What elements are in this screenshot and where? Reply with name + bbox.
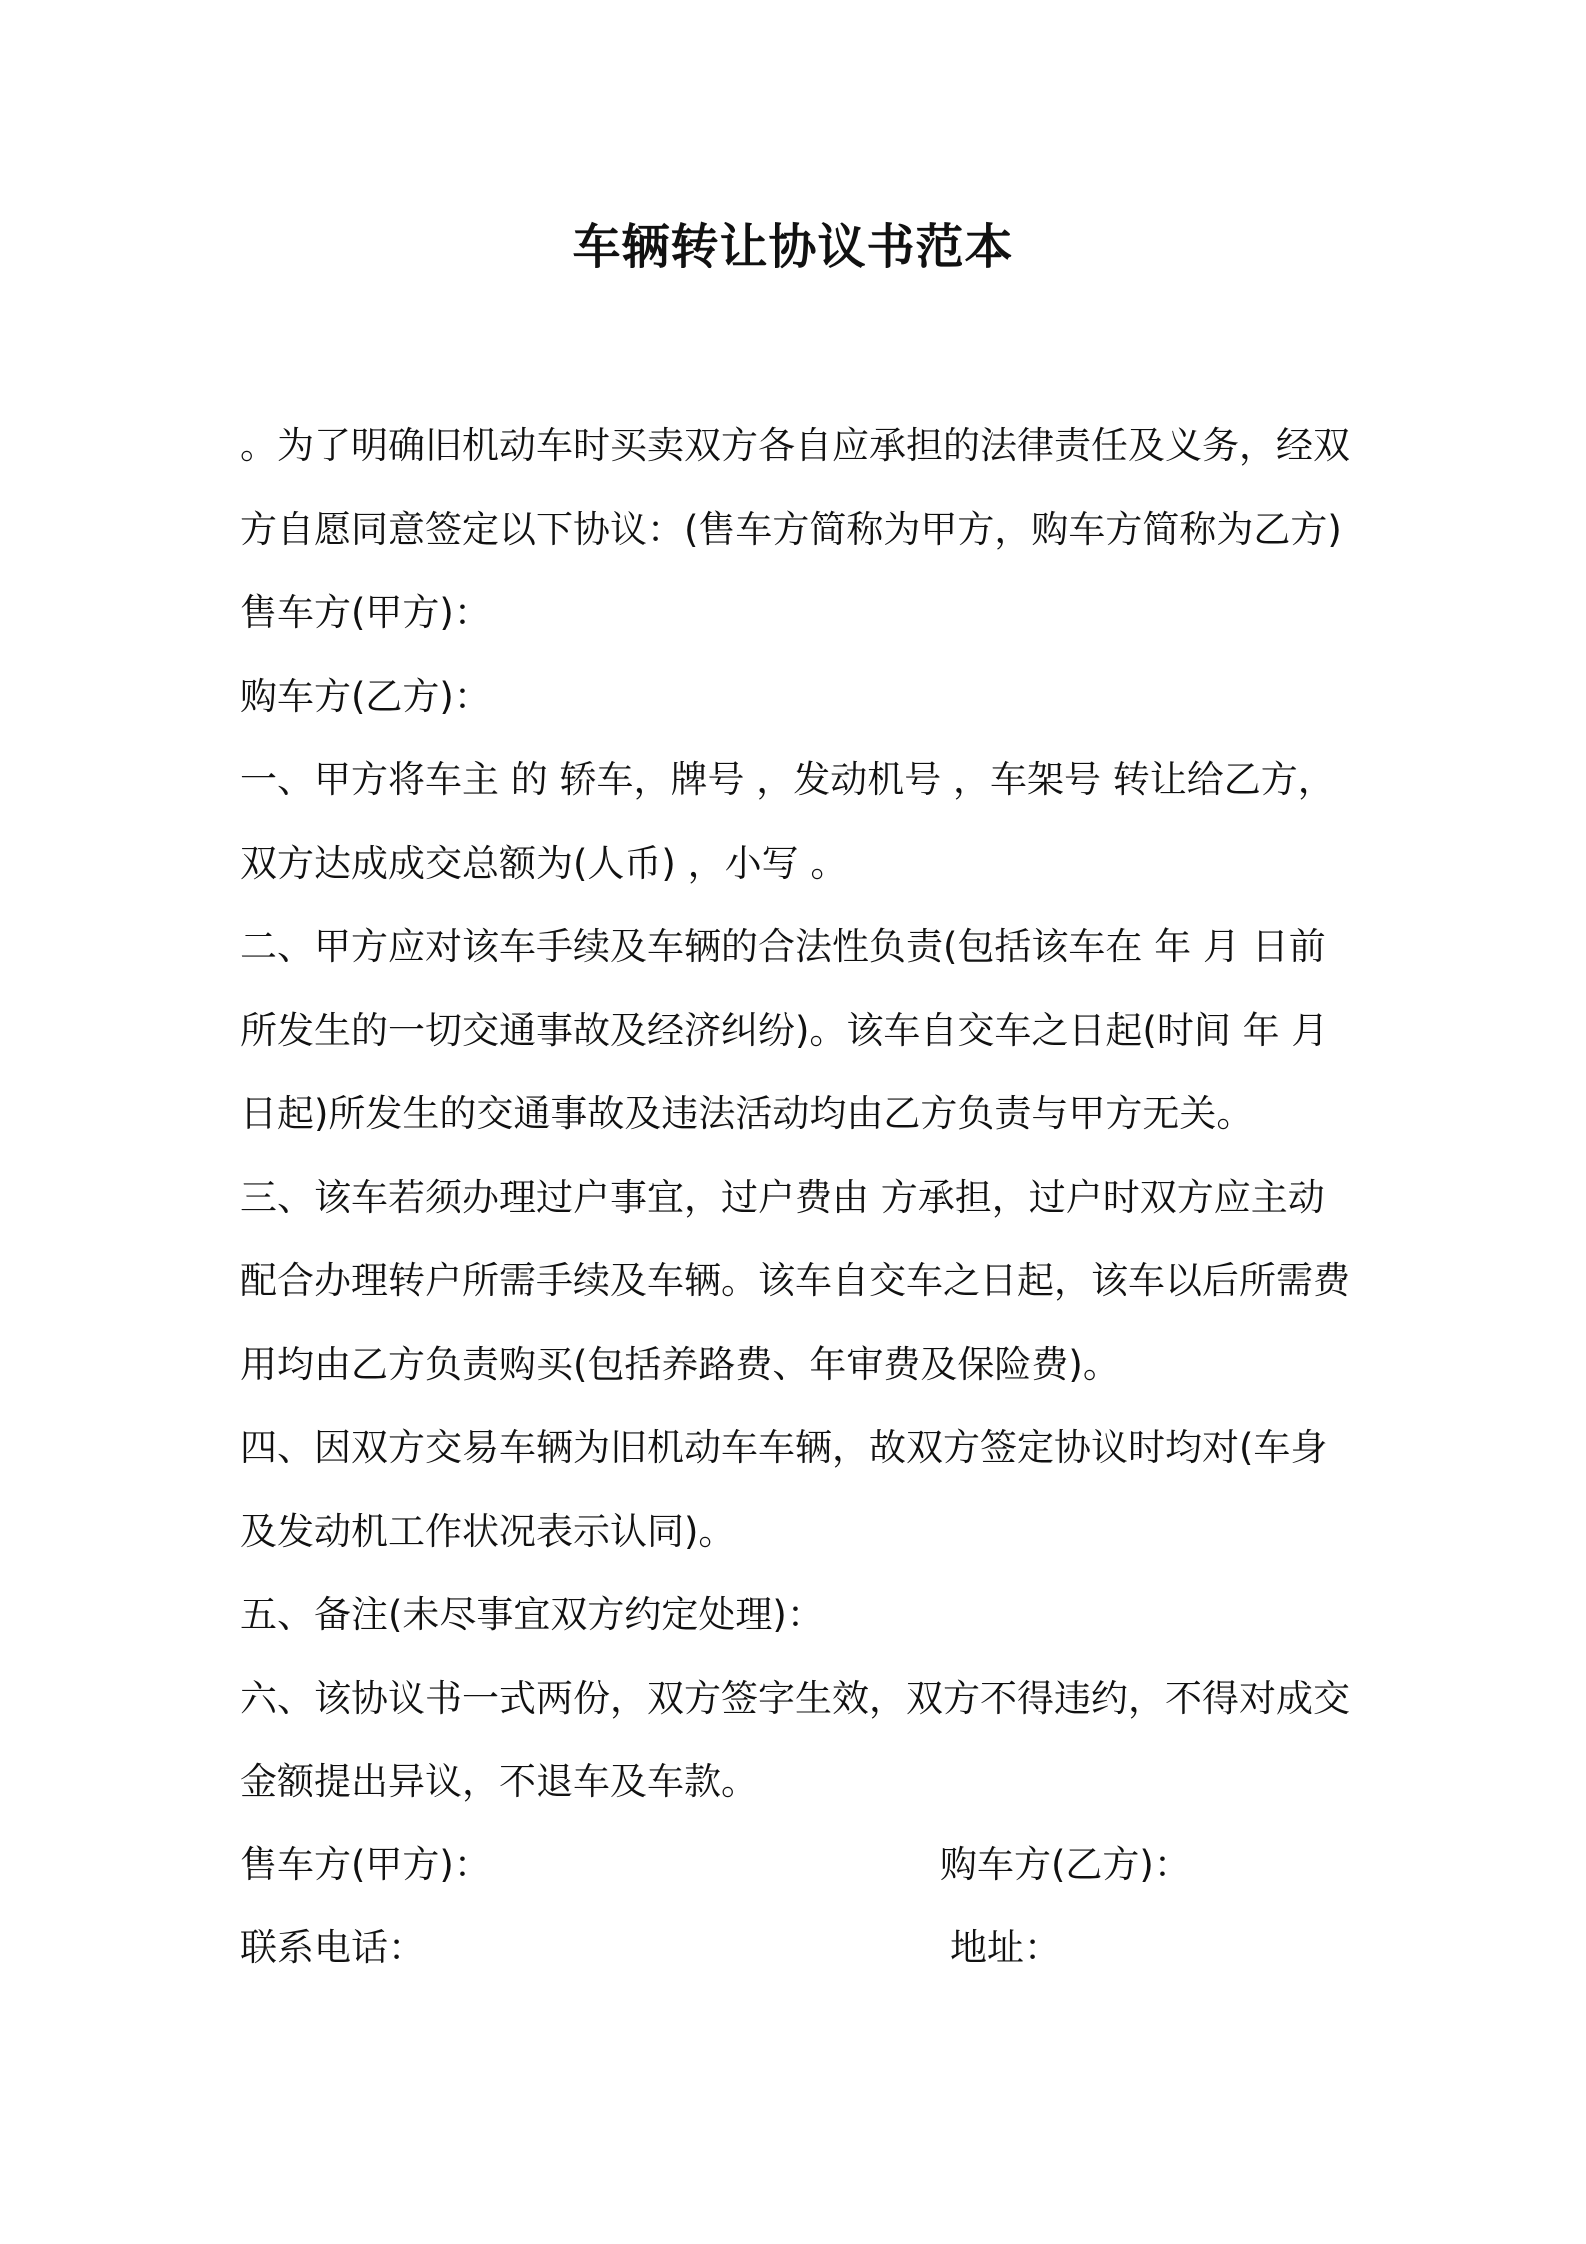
- clause-4-line-1: 四、因双方交易车辆为旧机动车车辆，故双方签定协议时均对(车身: [240, 1426, 1328, 1469]
- clause-6-line-1: 六、该协议书一式两份，双方签字生效，双方不得违约，不得对成交: [240, 1676, 1350, 1720]
- clause-5-line-1: 五、备注(未尽事宜双方约定处理)：: [240, 1593, 824, 1636]
- clause-4-line-2: 及发动机工作状况表示认同)。: [240, 1509, 736, 1553]
- clause-2-line-3: 日起)所发生的交通事故及违法活动均由乙方负责与甲方无关。: [240, 1092, 1254, 1135]
- clause-1-line-1: 一、甲方将车主 的 轿车，牌号 ，发动机号 ，车架号 转让给乙方，: [240, 758, 1335, 801]
- signature-row-parties: [240, 1823, 1360, 1907]
- clause-3-line-1: 三、该车若须办理过户事宜，过户费由 方承担，过户时双方应主动: [240, 1175, 1325, 1219]
- intro-line-1: 。为了明确旧机动车时买卖双方各自应承担的法律责任及义务，经双: [240, 424, 1350, 467]
- seller-signature-label: 售车方(甲方)：: [240, 1843, 491, 1886]
- clause-3-line-3: 用均由乙方负责购买(包括养路费、年审费及保险费)。: [240, 1342, 1120, 1386]
- document-body: [240, 404, 1360, 1824]
- phone-label: 联系电话：: [240, 1926, 425, 1969]
- signature-row-contact: [240, 1906, 1360, 1990]
- clause-2-line-1: 二、甲方应对该车手续及车辆的合法性负责(包括该车在 年 月 日前: [240, 925, 1326, 968]
- seller-line: 售车方(甲方)：: [240, 591, 491, 634]
- intro-line-2: 方自愿同意签定以下协议：(售车方简称为甲方，购车方简称为乙方): [240, 507, 1342, 551]
- clause-1-line-2: 双方达成成交总额为(人币) ，小写 。: [240, 841, 848, 885]
- buyer-signature-label: 购车方(乙方)：: [940, 1843, 1191, 1886]
- clause-3-line-2: 配合办理转户所需手续及车辆。该车自交车之日起，该车以后所需费: [240, 1259, 1350, 1302]
- clause-6-line-2: 金额提出异议，不退车及车款。: [240, 1760, 758, 1803]
- address-label: 地址：: [950, 1926, 1061, 1969]
- document-title: 车辆转让协议书范本: [572, 219, 1014, 275]
- buyer-line: 购车方(乙方)：: [240, 674, 491, 718]
- clause-2-line-2: 所发生的一切交通事故及经济纠纷)。该车自交车之日起(时间 年 月: [240, 1008, 1329, 1052]
